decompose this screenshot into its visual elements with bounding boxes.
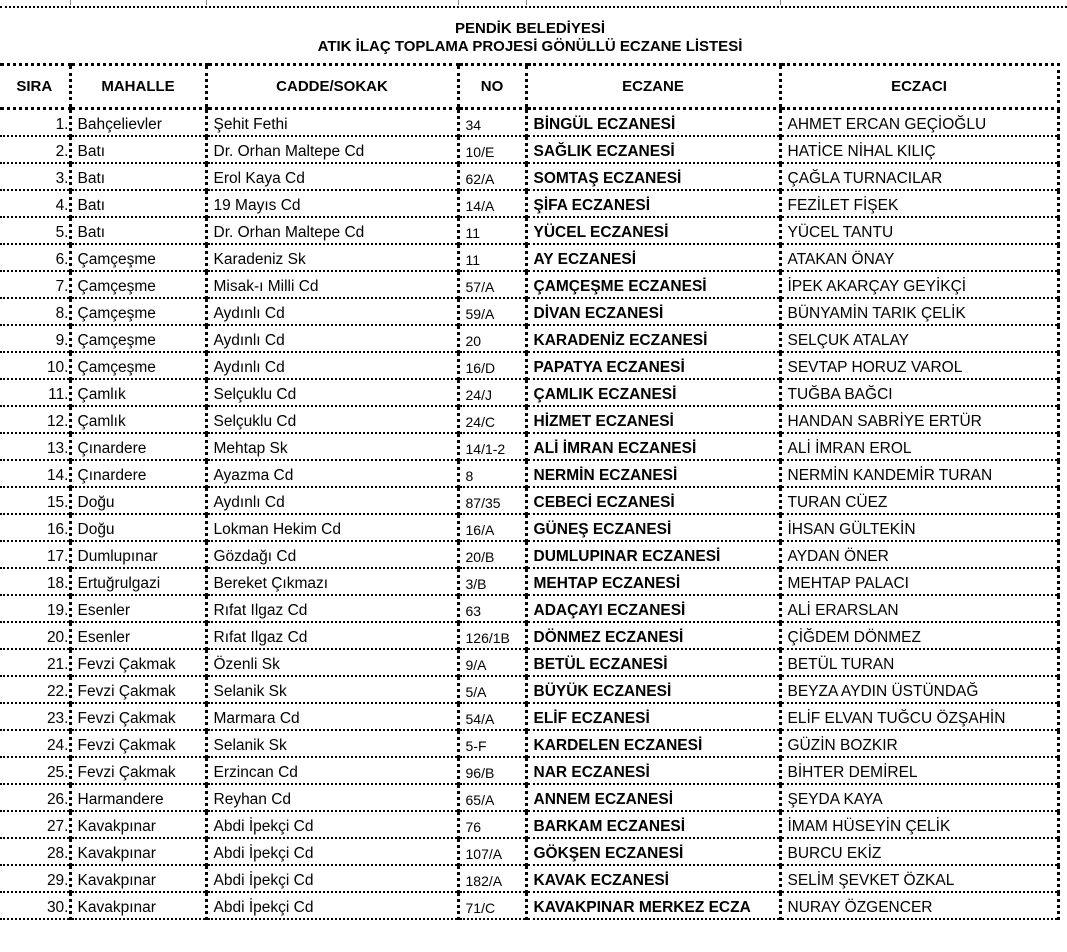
pharmacy-name-cell: YÜCEL ECZANESİ [526,217,780,244]
table-row [0,352,1058,379]
neighborhood-cell: Esenler [70,595,206,622]
neighborhood-cell: Çınardere [70,460,206,487]
neighborhood-cell: Çamlık [70,406,206,433]
street-cell: Gözdağı Cd [206,541,458,568]
door-number-cell: 20 [458,325,526,352]
table-row [0,109,1058,137]
pharmacist-name-cell: ATAKAN ÖNAY [780,244,1058,271]
pharmacist-name-cell: AYDAN ÖNER [780,541,1058,568]
pharmacy-name-cell: NAR ECZANESİ [526,757,780,784]
pharmacist-name-cell: İHSAN GÜLTEKİN [780,514,1058,541]
row-number: 7. [0,271,70,298]
table-header-row [0,65,1058,109]
door-number-cell: 62/A [458,163,526,190]
street-cell: Abdi İpekçi Cd [206,892,458,919]
pharmacy-name-cell: DUMLUPINAR ECZANESİ [526,541,780,568]
door-number-cell: 9/A [458,649,526,676]
table-row [0,730,1058,757]
door-number-cell: 65/A [458,784,526,811]
row-number: 23. [0,703,70,730]
pharmacist-name-cell: BÜNYAMİN TARIK ÇELİK [780,298,1058,325]
pharmacy-name-cell: BİNGÜL ECZANESİ [526,109,780,137]
door-number-cell: 3/B [458,568,526,595]
pharmacist-name-cell: BETÜL TURAN [780,649,1058,676]
municipality-title: PENDİK BELEDİYESİ [454,20,606,37]
row-number: 25. [0,757,70,784]
street-cell: Aydınlı Cd [206,487,458,514]
street-cell: Bereket Çıkmazı [206,568,458,595]
street-cell: Aydınlı Cd [206,352,458,379]
street-cell: Erzincan Cd [206,757,458,784]
pharmacist-name-cell: GÜZİN BOZKIR [780,730,1058,757]
pharmacist-name-cell: BİHTER DEMİREL [780,757,1058,784]
pharmacy-name-cell: ADAÇAYI ECZANESİ [526,595,780,622]
neighborhood-cell: Batı [70,136,206,163]
door-number-cell: 10/E [458,136,526,163]
door-number-cell: 5/A [458,676,526,703]
street-cell: Özenli Sk [206,649,458,676]
door-number-cell: 5-F [458,730,526,757]
door-number-cell: 8 [458,460,526,487]
previous-page-edge [0,0,1067,8]
street-cell: 19 Mayıs Cd [206,190,458,217]
door-number-cell: 14/A [458,190,526,217]
column-header-mahalle: MAHALLE [70,65,206,109]
row-number: 18. [0,568,70,595]
door-number-cell: 16/D [458,352,526,379]
table-row [0,595,1058,622]
door-number-cell: 107/A [458,838,526,865]
table-row [0,784,1058,811]
pharmacy-name-cell: DÖNMEZ ECZANESİ [526,622,780,649]
pharmacist-name-cell: ŞEYDA KAYA [780,784,1058,811]
table-row [0,514,1058,541]
pharmacy-name-cell: KAVAK ECZANESİ [526,865,780,892]
street-cell: Dr. Orhan Maltepe Cd [206,136,458,163]
list-title: ATIK İLAÇ TOPLAMA PROJESİ GÖNÜLLÜ ECZANE LİSTESİ [317,38,743,55]
row-number: 11. [0,379,70,406]
pharmacist-name-cell: AHMET ERCAN GEÇİOĞLU [780,109,1058,137]
row-number: 14. [0,460,70,487]
door-number-cell: 34 [458,109,526,137]
pharmacy-name-cell: AY ECZANESİ [526,244,780,271]
street-cell: Selçuklu Cd [206,406,458,433]
neighborhood-cell: Çamçeşme [70,352,206,379]
column-header-no: NO [458,65,526,109]
street-cell: Dr. Orhan Maltepe Cd [206,217,458,244]
table-row [0,865,1058,892]
street-cell: Ayazma Cd [206,460,458,487]
street-cell: Mehtap Sk [206,433,458,460]
row-number: 22. [0,676,70,703]
pharmacy-name-cell: ŞİFA ECZANESİ [526,190,780,217]
table-row [0,649,1058,676]
row-number: 17. [0,541,70,568]
street-cell: Rıfat Ilgaz Cd [206,622,458,649]
table-row [0,487,1058,514]
pharmacist-name-cell: ELİF ELVAN TUĞCU ÖZŞAHİN [780,703,1058,730]
table-row [0,217,1058,244]
pharmacy-name-cell: DİVAN ECZANESİ [526,298,780,325]
street-cell: Karadeniz Sk [206,244,458,271]
neighborhood-cell: Batı [70,190,206,217]
street-cell: Abdi İpekçi Cd [206,811,458,838]
street-cell: Abdi İpekçi Cd [206,838,458,865]
neighborhood-cell: Batı [70,217,206,244]
column-header-eczaci: ECZACI [780,65,1058,109]
table-row [0,811,1058,838]
table-row [0,703,1058,730]
neighborhood-cell: Fevzi Çakmak [70,703,206,730]
door-number-cell: 11 [458,217,526,244]
neighborhood-cell: Fevzi Çakmak [70,649,206,676]
pharmacist-name-cell: ALİ İMRAN EROL [780,433,1058,460]
neighborhood-cell: Esenler [70,622,206,649]
table-row [0,541,1058,568]
pharmacy-name-cell: NERMİN ECZANESİ [526,460,780,487]
street-cell: Selanik Sk [206,730,458,757]
street-cell: Şehit Fethi [206,109,458,137]
table-row [0,676,1058,703]
pharmacist-name-cell: NERMİN KANDEMİR TURAN [780,460,1058,487]
street-cell: Selanik Sk [206,676,458,703]
neighborhood-cell: Çamçeşme [70,325,206,352]
street-cell: Marmara Cd [206,703,458,730]
pharmacist-name-cell: İPEK AKARÇAY GEYİKÇİ [780,271,1058,298]
row-number: 3. [0,163,70,190]
row-number: 21. [0,649,70,676]
door-number-cell: 182/A [458,865,526,892]
row-number: 2. [0,136,70,163]
neighborhood-cell: Fevzi Çakmak [70,730,206,757]
neighborhood-cell: Çınardere [70,433,206,460]
neighborhood-cell: Doğu [70,487,206,514]
pharmacy-name-cell: PAPATYA ECZANESİ [526,352,780,379]
row-number: 28. [0,838,70,865]
table-row [0,136,1058,163]
row-number: 26. [0,784,70,811]
pharmacy-name-cell: HİZMET ECZANESİ [526,406,780,433]
row-number: 13. [0,433,70,460]
door-number-cell: 11 [458,244,526,271]
neighborhood-cell: Çamçeşme [70,298,206,325]
divider [70,0,71,5]
neighborhood-cell: Dumlupınar [70,541,206,568]
neighborhood-cell: Çamçeşme [70,244,206,271]
neighborhood-cell: Ertuğrulgazi [70,568,206,595]
pharmacist-name-cell: TURAN CÜEZ [780,487,1058,514]
row-number: 5. [0,217,70,244]
divider [780,0,781,5]
pharmacy-name-cell: GÜNEŞ ECZANESİ [526,514,780,541]
pharmacy-name-cell: KARDELEN ECZANESİ [526,730,780,757]
row-number: 1. [0,109,70,137]
neighborhood-cell: Doğu [70,514,206,541]
column-header-eczane: ECZANE [526,65,780,109]
street-cell: Abdi İpekçi Cd [206,865,458,892]
neighborhood-cell: Bahçelievler [70,109,206,137]
row-number: 29. [0,865,70,892]
neighborhood-cell: Kavakpınar [70,892,206,919]
column-header-sira: SIRA [0,65,70,109]
document-title [0,20,1060,56]
row-number: 9. [0,325,70,352]
divider [458,0,459,5]
table-row [0,460,1058,487]
pharmacy-name-cell: MEHTAP ECZANESİ [526,568,780,595]
row-number: 8. [0,298,70,325]
pharmacist-name-cell: İMAM HÜSEYİN ÇELİK [780,811,1058,838]
pharmacy-name-cell: BETÜL ECZANESİ [526,649,780,676]
door-number-cell: 76 [458,811,526,838]
pharmacist-name-cell: FEZİLET FİŞEK [780,190,1058,217]
table-row [0,838,1058,865]
divider [206,0,207,5]
table-row [0,406,1058,433]
street-cell: Aydınlı Cd [206,298,458,325]
row-number: 12. [0,406,70,433]
table-row [0,892,1058,919]
row-number: 16. [0,514,70,541]
neighborhood-cell: Batı [70,163,206,190]
pharmacist-name-cell: ÇAĞLA TURNACILAR [780,163,1058,190]
door-number-cell: 16/A [458,514,526,541]
pharmacy-name-cell: ANNEM ECZANESİ [526,784,780,811]
pharmacy-name-cell: GÖKŞEN ECZANESİ [526,838,780,865]
street-cell: Erol Kaya Cd [206,163,458,190]
door-number-cell: 59/A [458,298,526,325]
pharmacy-name-cell: ÇAMLIK ECZANESİ [526,379,780,406]
street-cell: Selçuklu Cd [206,379,458,406]
street-cell: Aydınlı Cd [206,325,458,352]
divider [526,0,527,5]
pharmacist-name-cell: ALİ ERARSLAN [780,595,1058,622]
street-cell: Reyhan Cd [206,784,458,811]
table-row [0,379,1058,406]
pharmacy-name-cell: ALİ İMRAN ECZANESİ [526,433,780,460]
row-number: 15. [0,487,70,514]
door-number-cell: 20/B [458,541,526,568]
door-number-cell: 57/A [458,271,526,298]
pharmacist-name-cell: MEHTAP PALACI [780,568,1058,595]
door-number-cell: 96/B [458,757,526,784]
neighborhood-cell: Kavakpınar [70,865,206,892]
pharmacist-name-cell: TUĞBA BAĞCI [780,379,1058,406]
pharmacist-name-cell: SELİM ŞEVKET ÖZKAL [780,865,1058,892]
table-row [0,163,1058,190]
pharmacist-name-cell: YÜCEL TANTU [780,217,1058,244]
street-cell: Misak-ı Milli Cd [206,271,458,298]
table-row [0,298,1058,325]
pharmacy-name-cell: SOMTAŞ ECZANESİ [526,163,780,190]
pharmacy-name-cell: BÜYÜK ECZANESİ [526,676,780,703]
table-row [0,757,1058,784]
table-row [0,568,1058,595]
pharmacist-name-cell: HATİCE NİHAL KILIÇ [780,136,1058,163]
street-cell: Lokman Hekim Cd [206,514,458,541]
neighborhood-cell: Çamlık [70,379,206,406]
row-number: 10. [0,352,70,379]
street-cell: Rıfat Ilgaz Cd [206,595,458,622]
door-number-cell: 54/A [458,703,526,730]
neighborhood-cell: Harmandere [70,784,206,811]
door-number-cell: 24/C [458,406,526,433]
pharmacist-name-cell: BURCU EKİZ [780,838,1058,865]
table-row [0,244,1058,271]
door-number-cell: 63 [458,595,526,622]
pharmacist-name-cell: NURAY ÖZGENCER [780,892,1058,919]
pharmacist-name-cell: HANDAN SABRİYE ERTÜR [780,406,1058,433]
pharmacy-name-cell: ÇAMÇEŞME ECZANESİ [526,271,780,298]
pharmacy-name-cell: SAĞLIK ECZANESİ [526,136,780,163]
door-number-cell: 87/35 [458,487,526,514]
neighborhood-cell: Fevzi Çakmak [70,757,206,784]
door-number-cell: 126/1B [458,622,526,649]
pharmacist-name-cell: SEVTAP HORUZ VAROL [780,352,1058,379]
pharmacy-name-cell: CEBECİ ECZANESİ [526,487,780,514]
row-number: 19. [0,595,70,622]
neighborhood-cell: Çamçeşme [70,271,206,298]
neighborhood-cell: Fevzi Çakmak [70,676,206,703]
table-row [0,433,1058,460]
door-number-cell: 71/C [458,892,526,919]
table-row [0,190,1058,217]
row-number: 6. [0,244,70,271]
neighborhood-cell: Kavakpınar [70,838,206,865]
row-number: 24. [0,730,70,757]
table-row [0,622,1058,649]
row-number: 20. [0,622,70,649]
column-header-cadde-sokak: CADDE/SOKAK [206,65,458,109]
row-number: 4. [0,190,70,217]
row-number: 27. [0,811,70,838]
pharmacy-table [0,63,1060,920]
pharmacy-name-cell: BARKAM ECZANESİ [526,811,780,838]
pharmacy-name-cell: ELİF ECZANESİ [526,703,780,730]
pharmacist-name-cell: BEYZA AYDIN ÜSTÜNDAĞ [780,676,1058,703]
door-number-cell: 14/1-2 [458,433,526,460]
pharmacist-name-cell: SELÇUK ATALAY [780,325,1058,352]
door-number-cell: 24/J [458,379,526,406]
table-row [0,271,1058,298]
pharmacist-name-cell: ÇİĞDEM DÖNMEZ [780,622,1058,649]
pharmacy-name-cell: KARADENİZ ECZANESİ [526,325,780,352]
pharmacy-name-cell: KAVAKPINAR MERKEZ ECZA [526,892,780,919]
neighborhood-cell: Kavakpınar [70,811,206,838]
table-row [0,325,1058,352]
row-number: 30. [0,892,70,919]
